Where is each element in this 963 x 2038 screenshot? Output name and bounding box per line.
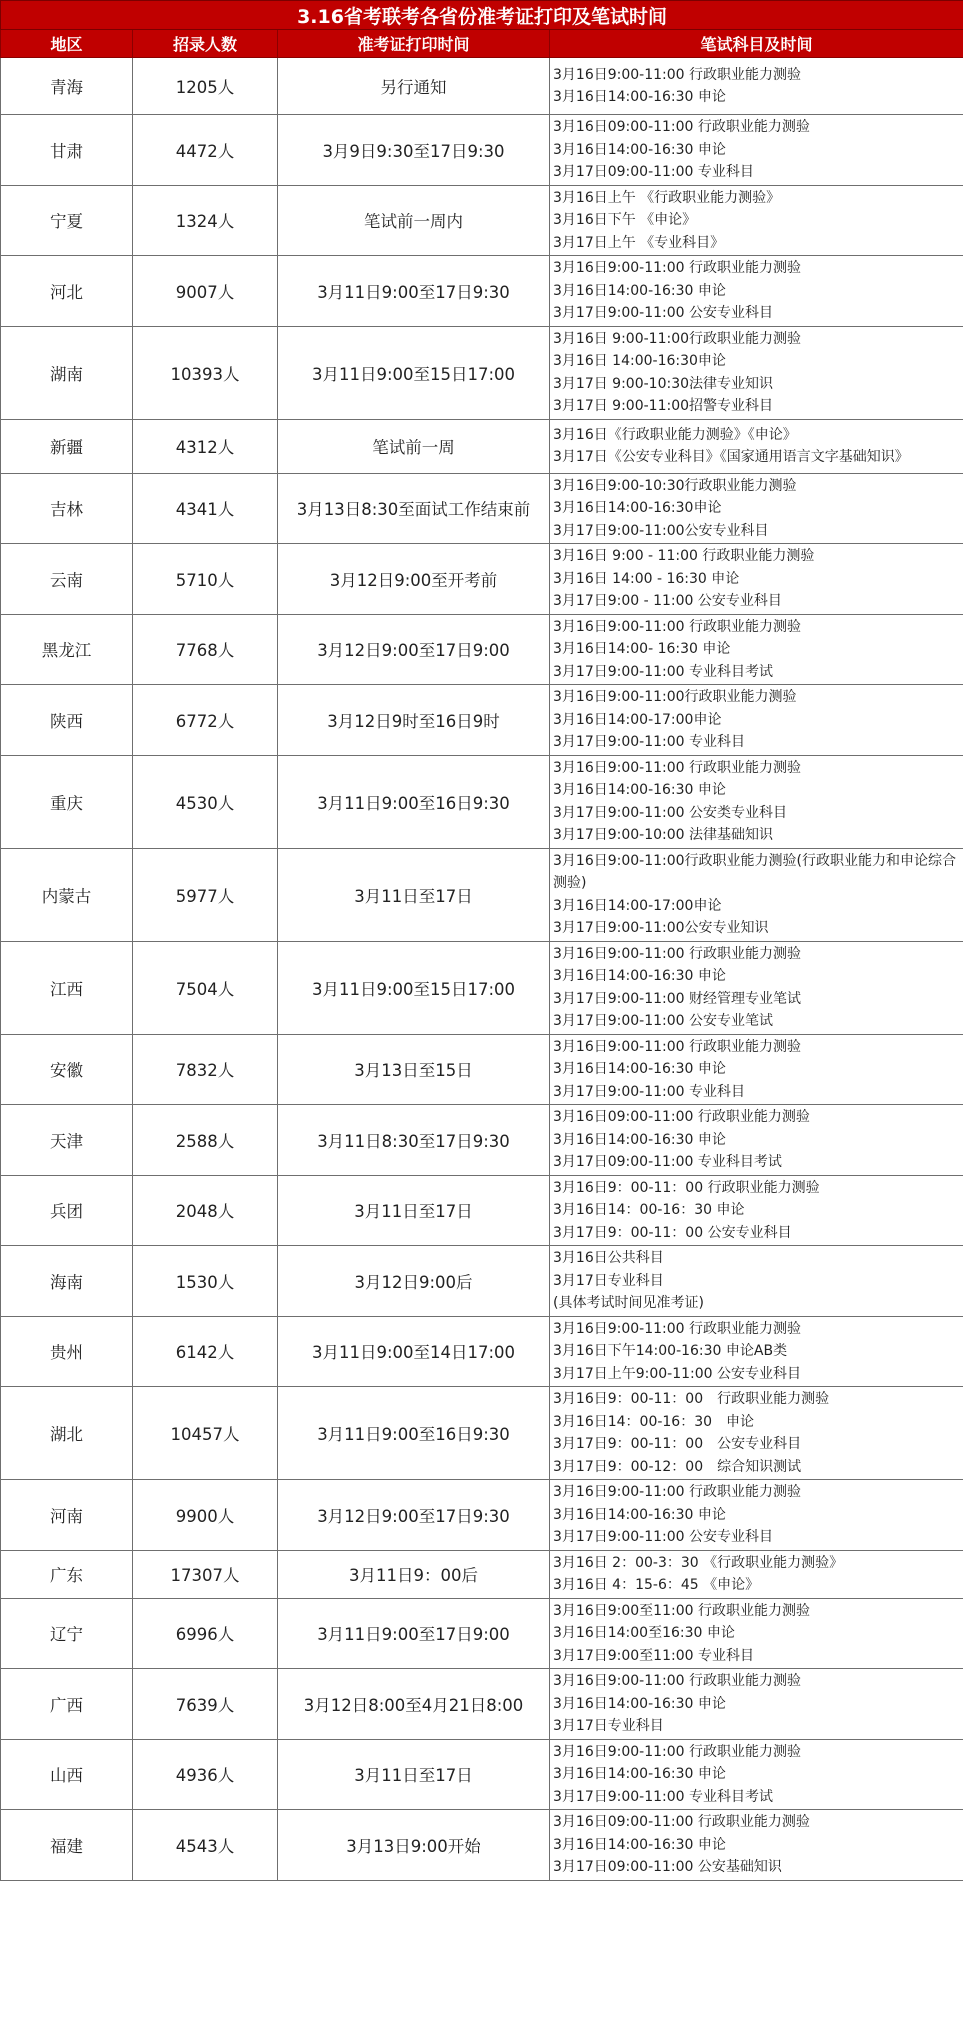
count-cell: 4530人 [133,755,278,848]
region-cell: 江西 [1,941,133,1034]
exam-line: 3月16日 14:00 - 16:30 申论 [553,570,740,587]
count-cell: 9007人 [133,256,278,327]
exam-line: 3月17日9:00-11:00 公安专业科目 [553,305,774,321]
exam-line: 3月17日9：00-11：00 公安专业科目 [553,1224,792,1241]
table-row [1,1598,963,1669]
exam-line: 3月16日9:00-11:00 行政职业能力测验 [553,1743,802,1760]
table-row [1,419,963,473]
table-row [1,1034,963,1105]
exam-line: 3月17日9:00-11:00 专业科目考试 [553,1788,774,1805]
exam-line: 3月16日9:00至11:00 行政职业能力测验 [553,1602,810,1619]
exam-line: 3月16日9:00-11:00 行政职业能力测验 [553,759,802,776]
exam-line: 3月16日9:00-11:00 行政职业能力测验 [553,260,802,276]
exam-line: 3月16日14：00-16：30 申论 [553,1202,745,1218]
exam-line: 3月16日09:00-11:00 行政职业能力测验 [553,1109,810,1125]
table-row [1,1105,963,1176]
exam-schedule-cell [550,544,963,615]
exam-line: 3月16日9:00-11:00 行政职业能力测验 [553,1320,802,1337]
exam-line: 3月16日9:00-11:00 行政职业能力测验 [553,1484,802,1500]
exam-line: 3月16日14:00-16:30 申论 [553,141,726,158]
exam-line: 3月16日14:00-16:30 申论 [553,1131,726,1148]
exam-schedule-cell [550,1598,963,1669]
count-cell: 4472人 [133,115,278,186]
exam-line: 3月16日《行政职业能力测验》《申论》 [553,426,797,443]
region-cell: 吉林 [1,473,133,544]
exam-line: 3月16日 14:00-16:30申论 [553,353,726,369]
table-row [1,185,963,256]
exam-line: 3月16日14:00-16:30 申论 [553,1695,726,1712]
region-cell: 青海 [1,58,133,115]
region-cell: 云南 [1,544,133,615]
region-cell: 湖南 [1,326,133,419]
exam-line: 3月16日14:00-16:30 申论 [553,1506,726,1523]
exam-line: 3月16日 9:00 - 11:00 行政职业能力测验 [553,548,815,564]
exam-line: 3月16日9:00-11:00 行政职业能力测验 [553,66,802,83]
exam-line: 3月17日09:00-11:00 公安基础知识 [553,1859,782,1875]
print-time-cell: 3月11日至17日 [278,1739,550,1810]
exam-schedule-cell [550,1810,963,1881]
count-cell: 5977人 [133,848,278,941]
exam-line: 3月17日9:00-11:00 公安类专业科目 [553,804,788,821]
exam-line: 3月16日14:00-16:30 申论 [553,282,726,299]
print-time-cell: 3月12日9:00至17日9:30 [278,1480,550,1551]
region-cell: 内蒙古 [1,848,133,941]
table-title: 3.16省考联考各省份准考证打印及笔试时间 [1,1,963,30]
exam-line: 3月16日9:00-11:00行政职业能力测验 [553,689,797,705]
table-row [1,473,963,544]
exam-line: 3月16日09:00-11:00 行政职业能力测验 [553,119,810,135]
count-cell: 17307人 [133,1550,278,1598]
table-row [1,685,963,756]
count-cell: 7832人 [133,1034,278,1105]
exam-line: 3月17日《公安专业科目》《国家通用语言文字基础知识》 [553,449,909,465]
count-cell: 7768人 [133,614,278,685]
print-time-cell: 3月11日9:00至16日9:30 [278,1387,550,1480]
region-cell: 福建 [1,1810,133,1881]
exam-line: 3月17日9:00-11:00 专业科目考试 [553,663,774,680]
exam-line: 3月16日 2：00-3：30 《行政职业能力测验》 [553,1554,844,1571]
exam-schedule-cell [550,326,963,419]
exam-schedule-cell [550,419,963,473]
exam-schedule-cell [550,685,963,756]
exam-schedule-cell [550,614,963,685]
print-time-cell: 3月11日9:00至14日17:00 [278,1316,550,1387]
table-row [1,58,963,115]
exam-line: 3月16日9:00-10:30行政职业能力测验 [553,477,797,494]
exam-line: 3月17日9:00 - 11:00 公安专业科目 [553,593,782,609]
exam-schedule-cell [550,1669,963,1740]
table-row [1,1550,963,1598]
print-time-cell: 3月9日9:30至17日9:30 [278,115,550,186]
print-time-cell: 3月11日9:00至15日17:00 [278,941,550,1034]
table-row [1,326,963,419]
exam-line: 3月17日9:00-11:00 公安专业科目 [553,1529,774,1545]
exam-line: 3月17日9:00-11:00公安专业知识 [553,920,769,936]
table-body [1,58,963,1881]
exam-line: 3月16日14:00- 16:30 申论 [553,641,731,657]
exam-line: 3月16日 9:00-11:00行政职业能力测验 [553,330,802,347]
exam-schedule-cell [550,1034,963,1105]
exam-line: 3月17日9:00-11:00 专业科目 [553,1083,746,1100]
print-time-cell: 3月11日9:00至17日9:00 [278,1598,550,1669]
exam-line: 3月17日9:00-10:00 法律基础知识 [553,827,774,843]
print-time-cell: 3月11日9:00至17日9:30 [278,256,550,327]
exam-line: 3月16日公共科目 [553,1250,664,1266]
print-time-cell: 3月11日9：00后 [278,1550,550,1598]
table-row [1,941,963,1034]
print-time-cell: 3月12日8:00至4月21日8:00 [278,1669,550,1740]
table-row [1,614,963,685]
exam-line: 3月16日14:00-17:00申论 [553,897,722,914]
region-cell: 安徽 [1,1034,133,1105]
region-cell: 河北 [1,256,133,327]
region-cell: 河南 [1,1480,133,1551]
exam-line: 3月17日 9:00-10:30法律专业知识 [553,375,774,392]
exam-schedule-cell [550,1480,963,1551]
exam-schedule-cell [550,1316,963,1387]
exam-line: 3月17日9:00-11:00公安专业科目 [553,522,769,539]
print-time-cell: 3月12日9时至16日9时 [278,685,550,756]
print-time-cell: 3月13日至15日 [278,1034,550,1105]
count-cell: 5710人 [133,544,278,615]
exam-line: 3月17日9:00-11:00 财经管理专业笔试 [553,990,802,1007]
count-cell: 1324人 [133,185,278,256]
count-cell: 6772人 [133,685,278,756]
print-time-cell: 3月11日8:30至17日9:30 [278,1105,550,1176]
header-count: 招录人数 [133,30,278,58]
print-time-cell: 3月12日9:00后 [278,1246,550,1317]
exam-schedule-cell [550,185,963,256]
print-time-cell: 3月11日至17日 [278,1175,550,1246]
print-time-cell: 3月12日9:00至开考前 [278,544,550,615]
exam-line: 3月16日9:00-11:00 行政职业能力测验 [553,618,802,635]
header-exam-schedule: 笔试科目及时间 [550,30,963,58]
table-row [1,115,963,186]
print-time-cell: 另行通知 [278,58,550,115]
count-cell: 9900人 [133,1480,278,1551]
count-cell: 1205人 [133,58,278,115]
exam-line: 3月16日9:00-11:00 行政职业能力测验 [553,945,802,962]
exam-schedule-cell [550,256,963,327]
region-cell: 兵团 [1,1175,133,1246]
table-row [1,1810,963,1881]
exam-line: 3月16日9：00-11：00 行政职业能力测验 [553,1179,820,1196]
region-cell: 海南 [1,1246,133,1317]
exam-schedule-cell [550,941,963,1034]
print-time-cell: 3月13日8:30至面试工作结束前 [278,473,550,544]
exam-line: 3月16日9:00-11:00行政职业能力测验(行政职业能力和申论综合测验) [553,852,957,891]
exam-line: 3月17日上午9:00-11:00 公安专业科目 [553,1365,802,1382]
count-cell: 2048人 [133,1175,278,1246]
header-row [1,30,963,58]
region-cell: 新疆 [1,419,133,473]
table-row [1,544,963,615]
exam-schedule-cell [550,1739,963,1810]
table-row [1,256,963,327]
count-cell: 7639人 [133,1669,278,1740]
print-time-cell: 笔试前一周内 [278,185,550,256]
exam-schedule-cell [550,1246,963,1317]
table-row [1,1316,963,1387]
exam-line: 3月16日14:00-16:30 申论 [553,1766,726,1782]
table-row [1,1480,963,1551]
exam-line: 3月16日14:00-16:30申论 [553,500,722,516]
count-cell: 4936人 [133,1739,278,1810]
print-time-cell: 3月11日9:00至16日9:30 [278,755,550,848]
header-region: 地区 [1,30,133,58]
exam-schedule-cell [550,58,963,115]
exam-line: 3月17日9:00-11:00 专业科目 [553,734,746,750]
exam-line: 3月16日14:00-16:30 申论 [553,782,726,798]
region-cell: 广西 [1,1669,133,1740]
exam-line: 3月17日09:00-11:00 专业科目考试 [553,1154,782,1170]
print-time-cell: 笔试前一周 [278,419,550,473]
region-cell: 宁夏 [1,185,133,256]
exam-line: 3月17日9：00-11：00 公安专业科目 [553,1436,802,1452]
exam-line: 3月16日14:00-17:00申论 [553,711,722,728]
region-cell: 黑龙江 [1,614,133,685]
exam-line: 3月17日上午 《专业科目》 [553,234,725,251]
count-cell: 4341人 [133,473,278,544]
exam-schedule-cell [550,1105,963,1176]
exam-line: 3月16日14:00-16:30 申论 [553,1836,726,1853]
exam-line: 3月16日9:00-11:00 行政职业能力测验 [553,1673,802,1689]
exam-line: 3月17日09:00-11:00 专业科目 [553,164,754,180]
count-cell: 10393人 [133,326,278,419]
table-row [1,1739,963,1810]
count-cell: 1530人 [133,1246,278,1317]
print-time-cell: 3月11日9:00至15日17:00 [278,326,550,419]
table-row [1,1669,963,1740]
count-cell: 4312人 [133,419,278,473]
print-time-cell: 3月13日9:00开始 [278,1810,550,1881]
exam-line: 3月16日上午 《行政职业能力测验》 [553,189,781,206]
region-cell: 重庆 [1,755,133,848]
exam-line: 3月16日 4：15-6：45 《申论》 [553,1577,760,1593]
region-cell: 辽宁 [1,1598,133,1669]
region-cell: 天津 [1,1105,133,1176]
count-cell: 6142人 [133,1316,278,1387]
print-time-cell: 3月12日9:00至17日9:00 [278,614,550,685]
count-cell: 6996人 [133,1598,278,1669]
exam-line: 3月17日专业科目 [553,1272,664,1289]
exam-line: 3月17日9:00至11:00 专业科目 [553,1647,754,1664]
table-row [1,755,963,848]
exam-line: 3月16日14:00-16:30 申论 [553,968,726,984]
exam-line: 3月16日14:00至16:30 申论 [553,1625,735,1641]
exam-line: 3月16日09:00-11:00 行政职业能力测验 [553,1814,810,1830]
table-row [1,848,963,941]
exam-line: 3月16日14：00-16：30 申论 [553,1413,755,1430]
table-row [1,1246,963,1317]
count-cell: 2588人 [133,1105,278,1176]
exam-line: 3月16日14:00-16:30 申论 [553,89,726,105]
exam-schedule-cell [550,1387,963,1480]
exam-schedule-cell [550,115,963,186]
exam-schedule-cell [550,848,963,941]
exam-schedule-cell [550,1550,963,1598]
exam-line: 3月16日9:00-11:00 行政职业能力测验 [553,1038,802,1055]
region-cell: 湖北 [1,1387,133,1480]
table-row [1,1175,963,1246]
exam-line: (具体考试时间见准考证) [553,1295,704,1311]
exam-schedule-cell [550,755,963,848]
header-print-time: 准考证打印时间 [278,30,550,58]
exam-schedule-cell [550,1175,963,1246]
region-cell: 山西 [1,1739,133,1810]
region-cell: 贵州 [1,1316,133,1387]
exam-line: 3月17日9：00-12：00 综合知识测试 [553,1458,802,1475]
exam-line: 3月16日14:00-16:30 申论 [553,1061,726,1077]
region-cell: 甘肃 [1,115,133,186]
region-cell: 陕西 [1,685,133,756]
print-time-cell: 3月11日至17日 [278,848,550,941]
title-row [1,1,963,30]
table-row [1,1387,963,1480]
exam-line: 3月16日9：00-11：00 行政职业能力测验 [553,1391,830,1407]
exam-line: 3月16日下午 《申论》 [553,212,697,228]
exam-schedule-cell [550,473,963,544]
count-cell: 7504人 [133,941,278,1034]
exam-line: 3月17日 9:00-11:00招警专业科目 [553,398,774,414]
region-cell: 广东 [1,1550,133,1598]
exam-line: 3月16日下午14:00-16:30 申论AB类 [553,1343,788,1359]
count-cell: 10457人 [133,1387,278,1480]
exam-line: 3月17日专业科目 [553,1718,664,1734]
count-cell: 4543人 [133,1810,278,1881]
exam-line: 3月17日9:00-11:00 公安专业笔试 [553,1013,774,1029]
